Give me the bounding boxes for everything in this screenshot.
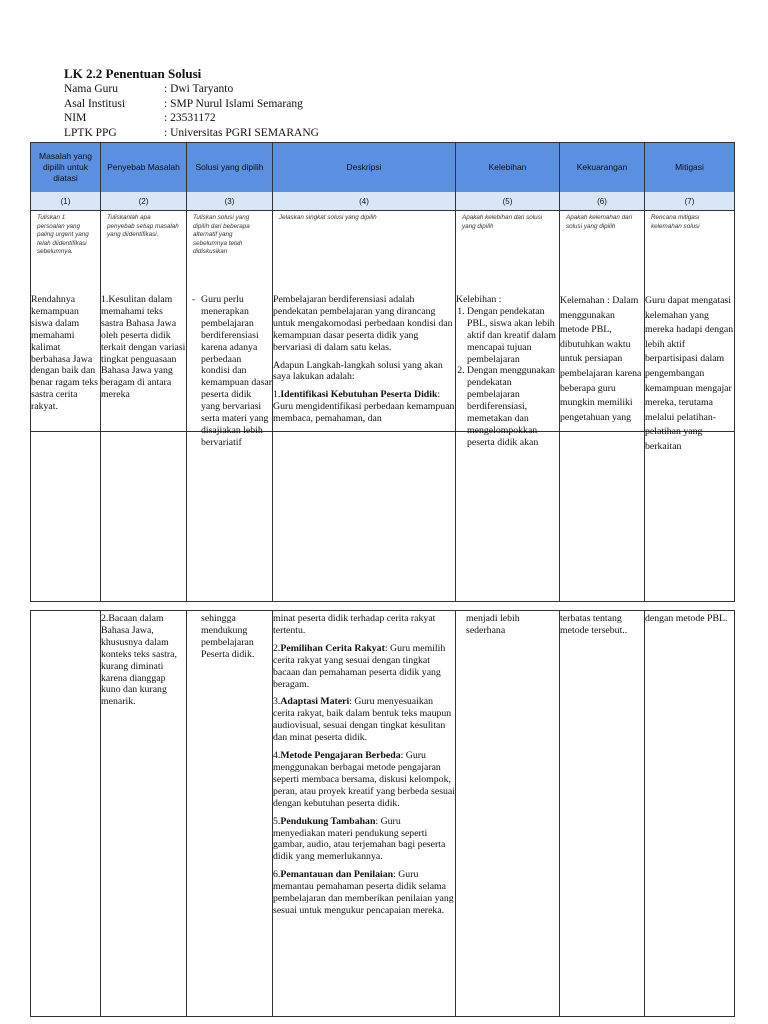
info-value: : Dwi Taryanto	[164, 83, 234, 95]
cell-penyebab	[101, 292, 187, 602]
cell-deskripsi	[273, 611, 456, 1017]
info-value: : SMP Nurul Islami Semarang	[164, 97, 303, 110]
header-deskripsi: Deskripsi	[273, 143, 456, 193]
hint-kelebihan: Apakah kelebihan dari solusi yang dipilih	[456, 211, 560, 432]
header-solusi: Solusi yang dipilih	[187, 143, 273, 193]
penyebab-text: 2.Bacaan dalam Bahasa Jawa, khususnya dalam konteks teks sastra, kurang diminati karena dianggap kuno dan kurang menarik.	[101, 613, 177, 708]
document-title: LK 2.2 Penentuan Solusi	[64, 66, 202, 81]
step-text: : Guru menyediakan materi pendukung seperti gambar, audio, atau terjemahan bagi peserta didik yang memerlukannya.	[273, 815, 446, 863]
step-title: Pemantauan dan Penilaian	[280, 869, 394, 881]
kekurangan-text: terbatas tentang metode tersebut..	[560, 613, 628, 636]
cell-kekurangan	[560, 292, 645, 602]
column-number: (1)	[30, 192, 101, 211]
deskripsi-step: 6.Pemantauan dan Penilaian: Guru memantau pemahaman peserta didik selama pembelajaran dan memberikan penilaian yang sesuai untuk mengukur pencapaian mereka.	[273, 869, 454, 916]
column-number: (7)	[645, 192, 735, 211]
column-number: (4)	[273, 192, 456, 211]
kelebihan-list	[456, 306, 559, 449]
deskripsi-step: 1.Identifikasi Kebutuhan Peserta Didik: Guru mengidentifikasi perbedaan kemampuan membaca, pemahaman, dan	[273, 389, 455, 425]
header-penyebab: Penyebab Masalah	[101, 143, 187, 193]
solusi-text: Guru perlu menerapkan pembelajaran berdiferensiasi karena adanya perbedaan kondisi dan kemampuan dasar peserta didik yang bervariasi serta materi yang disajiakan lebih bervariatif	[201, 294, 272, 448]
deskripsi-step: 3.Adaptasi Materi: Guru menyesuaikan cerita rakyat, baik dalam bentuk teks maupun audiovisual, sesuai dengan tingkat kesulitan dan minat peserta didik.	[273, 696, 452, 744]
step-title: Pendukung Tambahan	[280, 815, 376, 827]
step-text: : Guru menggunakan berbagai metode pengajaran seperti membaca bersama, diskusi kelompok, peran, atau proyek kreatif yang berbeda sesuai dengan kebutuhan peserta didik.	[273, 750, 455, 809]
penyebab-text: 1.Kesulitan dalam memahami teks sastra Bahasa Jawa oleh peserta didik terkait dengan variasi tingkat penguasaan Bahasa Jawa yang beragam di antara mereka	[101, 294, 186, 401]
cell-mitigasi	[645, 292, 735, 602]
deskripsi-step: 4.Metode Pengajaran Berbeda: Guru menggunakan berbagai metode pengajaran seperti membaca bersama, diskusi kelompok, peran, atau proyek kreatif yang berbeda sesuai dengan kebutuhan peserta didik.	[273, 750, 455, 809]
hint-masalah: Tuliskan 1 persoalan yang paling urgent yang telah diidentifikasi sebelumnya.	[30, 211, 101, 432]
list-item: 2. Dengan menggunakan pendekatan pembelajaran berdiferensiasi, memetakan dan mengelompokkan peserta didik akan	[467, 365, 559, 448]
cell-solusi	[187, 611, 273, 1017]
header-kekurangan: Kekuarangan	[560, 143, 645, 193]
step-title: Pemilihan Cerita Rakyat	[280, 642, 385, 654]
info-row-asal-institusi	[64, 97, 319, 112]
table-content-row	[30, 610, 735, 1017]
info-label: Nama Guru	[64, 83, 118, 95]
masalah-text: Rendahnya kemampuan siswa dalam memahami kalimat berbahasa Jawa dengan baik dan benar ragam teks sastra cerita rakyat.	[31, 294, 98, 413]
kelebihan-title: Kelebihan :	[456, 294, 502, 305]
deskripsi-step: 2.Pemilihan Cerita Rakyat: Guru memilih cerita rakyat yang sesuai dengan tingkat bacaan dan pemahaman peserta didik yang beragam.	[273, 642, 446, 690]
cell-kekurangan	[560, 611, 645, 1017]
step-title: Adaptasi Materi	[280, 696, 350, 708]
identity-info	[64, 82, 319, 140]
list-item: 1. Dengan pendekatan PBL, siswa akan lebih aktif dan kreatif dalam mencapai tujuan pembelajaran	[467, 306, 559, 366]
mitigasi-text: Guru dapat mengatasi kelemahan yang mereka hadapi dengan lebih aktif berpartisipasi dalam pengembangan kemampuan mengajar mereka, terutama melalui pelatihan-pelatihan yang berkaitan	[645, 295, 734, 452]
column-number: (6)	[560, 192, 645, 211]
solusi-text: sehingga mendukung pembelajaran Peserta didik.	[201, 613, 255, 660]
info-row-lptk	[64, 126, 319, 141]
info-label: Asal Institusi	[64, 97, 126, 110]
column-number: (5)	[456, 192, 560, 211]
step-text: : Guru memantau pemahaman peserta didik selama pembelajaran dan memberikan penilaian yang sesuai untuk mengukur pencapaian mereka.	[273, 869, 454, 916]
info-row-nama-guru	[64, 82, 319, 97]
hint-mitigasi: Rencana mitigasi kelemahan solusi	[645, 211, 735, 432]
cell-masalah	[30, 292, 101, 602]
column-number: (2)	[101, 192, 187, 211]
cell-kelebihan	[456, 292, 560, 602]
deskripsi-paragraph: minat peserta didik terhadap cerita rakyat tertentu.	[273, 613, 436, 636]
hint-solusi: Tuliskan solusi yang dipilih dari beberapa alternatif yang sebelumnya telah didiskusikan	[187, 211, 273, 432]
step-text: : Guru mengidentifikasi perbedaan kemampuan membaca, pemahaman, dan	[273, 389, 455, 425]
table-content-row	[30, 292, 735, 602]
info-row-nim	[64, 111, 319, 126]
cell-masalah	[30, 611, 101, 1017]
cell-penyebab	[101, 611, 187, 1017]
step-text: : Guru menyesuaikan cerita rakyat, baik dalam bentuk teks maupun audiovisual, sesuai dengan tingkat kesulitan dan minat peserta didik.	[273, 696, 452, 744]
cell-solusi	[187, 292, 273, 602]
deskripsi-paragraph: Pembelajaran berdiferensiasi adalah pendekatan pembelajaran yang dirancang untuk mengakomodasi perbedaan kondisi dan kemampuan dasar peserta didik yang bervariasi di dalam satu kelas.	[273, 294, 453, 353]
info-value: : Universitas PGRI SEMARANG	[164, 126, 319, 139]
deskripsi-paragraph: Adapun Langkah-langkah solusi yang akan saya lakukan adalah:	[273, 359, 443, 383]
kekurangan-text: Kelemahan : Dalam menggunakan metode PBL, dibutuhkan waktu untuk persiapan pembelajaran karena beberapa guru mungkin memiliki pengetahuan yang	[560, 295, 642, 423]
mitigasi-text: dengan metode PBL.	[645, 613, 728, 624]
table-number-row	[30, 192, 735, 211]
cell-kelebihan	[456, 611, 560, 1017]
step-title: Metode Pengajaran Berbeda	[280, 750, 401, 762]
hint-deskripsi: Jelaskan singkat solusi yang dipilih	[273, 211, 456, 432]
hint-kekurangan: Apakah kelemahan dari solusi yang dipilih	[560, 211, 645, 432]
header-masalah: Masalah yang dipilih untuk diatasi	[30, 143, 101, 193]
column-number: (3)	[187, 192, 273, 211]
step-title: Identifikasi Kebutuhan Peserta Didik	[280, 389, 438, 401]
info-value: : 23531172	[164, 112, 216, 124]
cell-mitigasi	[645, 611, 735, 1017]
step-text: : Guru memilih cerita rakyat yang sesuai dengan tingkat bacaan dan pemahaman peserta didik yang beragam.	[273, 642, 446, 690]
header-mitigasi: Mitigasi	[645, 143, 735, 193]
info-label: NIM	[64, 112, 87, 124]
dash-bullet: -	[192, 294, 196, 305]
cell-deskripsi	[273, 292, 456, 602]
table-header-row	[30, 142, 735, 193]
deskripsi-step: 5.Pendukung Tambahan: Guru menyediakan materi pendukung seperti gambar, audio, atau terjemahan bagi peserta didik yang memerlukannya.	[273, 815, 446, 863]
header-kelebihan: Kelebihan	[456, 143, 560, 193]
kelebihan-text: menjadi lebih sederhana	[466, 613, 520, 636]
info-label: LPTK PPG	[64, 126, 117, 139]
hint-penyebab: Tuliskanlah apa penyebab setiap masalah yang diidentifikasi.	[101, 211, 187, 432]
